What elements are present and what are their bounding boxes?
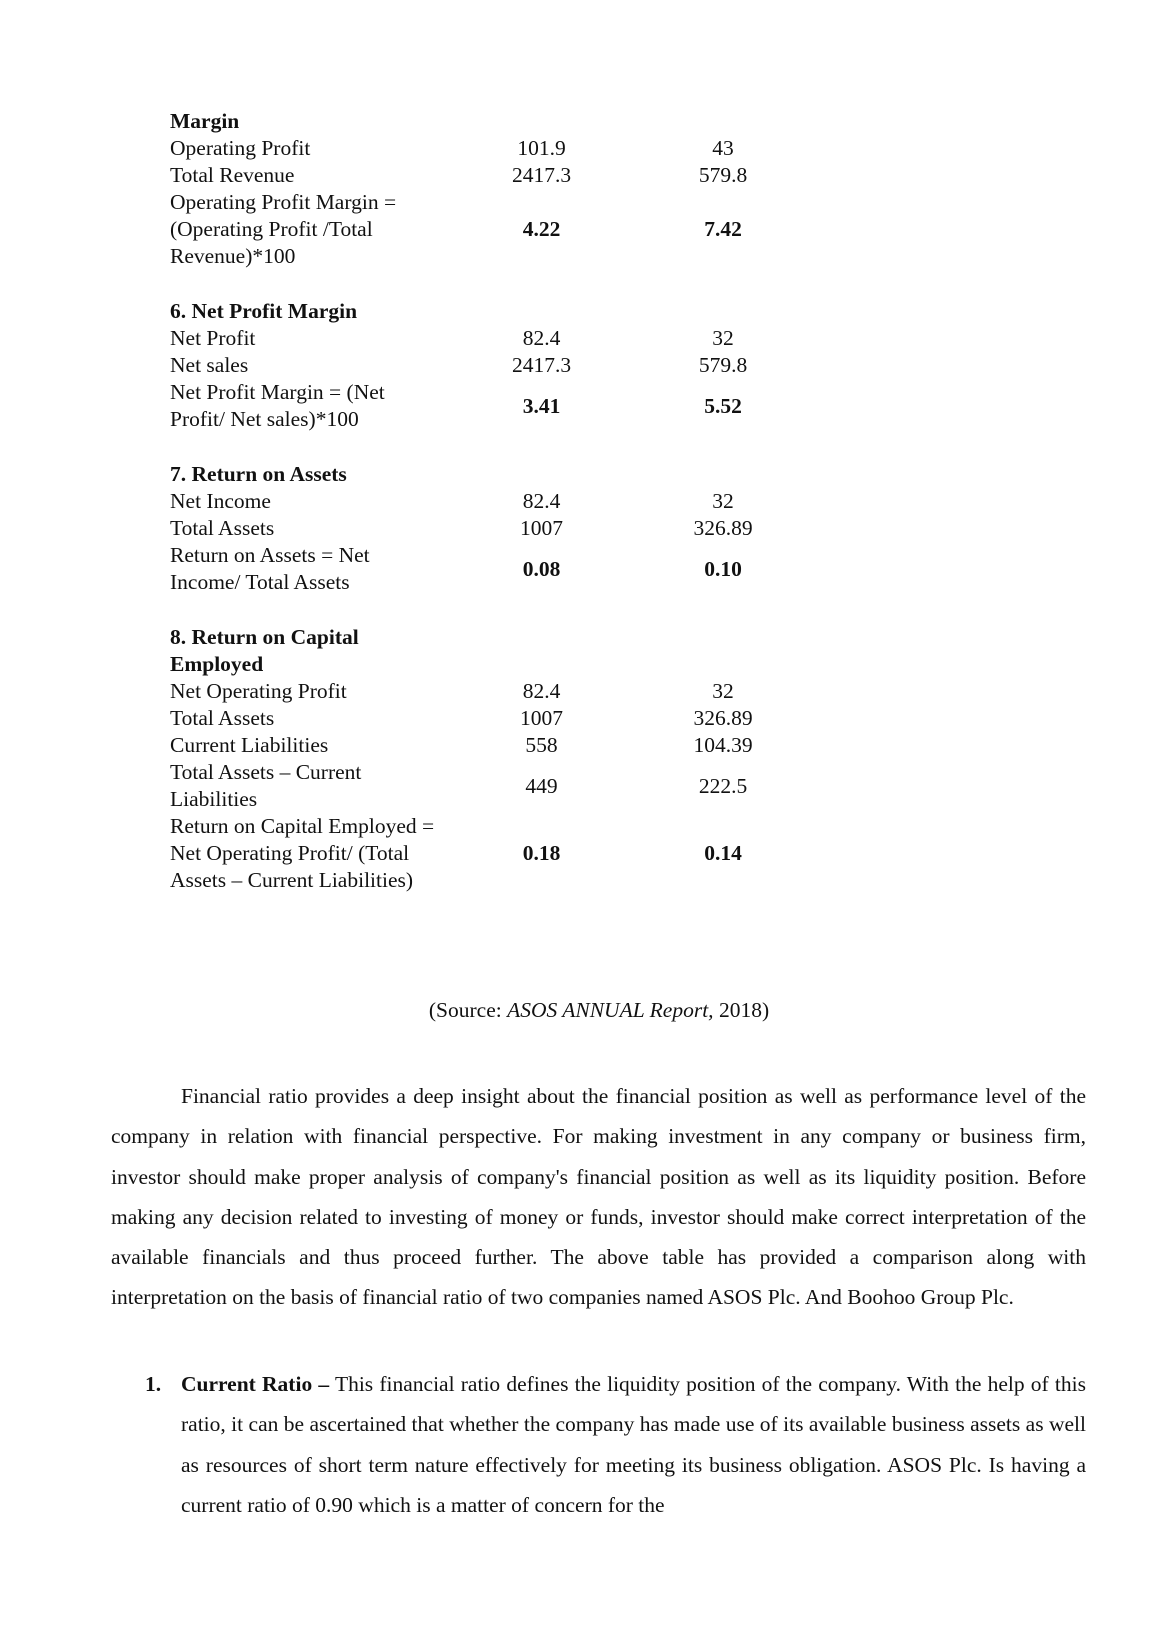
boohoo-value: 5.52 <box>704 393 742 418</box>
section-heading <box>170 624 810 678</box>
asos-value: 4.22 <box>522 217 561 241</box>
asos-value: 0.18 <box>522 841 561 865</box>
asos-value: 0.08 <box>522 556 561 581</box>
section-heading-label: 8. Return on Capital Employed <box>170 625 359 676</box>
source-suffix: 2018) <box>713 998 770 1022</box>
ratio-list <box>111 1364 1086 1525</box>
asos-value: 82.4 <box>522 326 561 350</box>
boohoo-value: 579.8 <box>698 353 748 377</box>
boohoo-value: 32 <box>712 326 734 350</box>
asos-value: 1007 <box>520 516 563 540</box>
boohoo-value: 7.42 <box>704 217 742 241</box>
source-prefix: (Source: <box>428 998 508 1022</box>
asos-value: 3.41 <box>522 393 561 418</box>
section-heading <box>170 298 810 325</box>
row-label: Current Liabilities <box>170 733 329 757</box>
analysis-paragraph: Financial ratio provides a deep insight about the financial position as well as performance level of the company in relation with financial perspective. For making investment in any company or business firm, investor should make proper analysis of company's financial position as well as its liquidity position. Before making any decision related to investing of money or funds, investor should make correct interpretation of the available financials and thus proceed further. The above table has provided a comparison along with interpretation on the basis of financial ratio of two companies named ASOS Plc. And Boohoo Group Plc. <box>111 1084 1086 1310</box>
list-description: This financial ratio defines the liquidity position of the company. With the help of this ratio, it can be ascertained that whether the company has made use of its available business assets as well as resources of short term nature effectively for meeting its business obligation. ASOS Plc. Is having a current ratio of 0.90 which is a matter of concern for the <box>181 1372 1086 1517</box>
boohoo-value: 326.89 <box>693 706 753 730</box>
row-label: Total Assets <box>170 706 275 730</box>
table-row <box>170 542 810 596</box>
table-row <box>170 813 810 894</box>
asos-value: 2417.3 <box>511 163 572 187</box>
table-row <box>170 379 810 433</box>
boohoo-value: 222.5 <box>698 773 748 798</box>
list-number: 1. <box>145 1372 162 1396</box>
row-label: Total Assets – Current Liabilities <box>170 760 362 811</box>
row-label: Net sales <box>170 353 249 377</box>
table-row <box>170 488 810 515</box>
table-row <box>170 189 810 270</box>
row-label: Return on Assets = Net Income/ Total Assets <box>170 543 370 594</box>
list-text <box>181 1364 1086 1525</box>
asos-value: 82.4 <box>522 679 561 703</box>
boohoo-value: 32 <box>712 679 734 703</box>
section-heading-label: 6. Net Profit Margin <box>170 299 358 323</box>
boohoo-value: 579.8 <box>698 163 748 187</box>
list-term: Current Ratio – <box>181 1372 330 1396</box>
table-row <box>170 515 810 542</box>
table-row <box>170 135 810 162</box>
section-gap <box>170 596 810 624</box>
table-row <box>170 678 810 705</box>
table-row <box>170 162 810 189</box>
ratio-table <box>170 108 810 894</box>
asos-value: 2417.3 <box>511 353 572 377</box>
row-label: Net Profit Margin = (Net Profit/ Net sales)*100 <box>170 380 385 431</box>
section-heading-label: 7. Return on Assets <box>170 462 347 486</box>
asos-value: 449 <box>525 773 558 798</box>
row-label: Operating Profit <box>170 136 311 160</box>
source-title: ASOS ANNUAL Report, <box>507 998 714 1022</box>
table-row <box>170 732 810 759</box>
section-heading-label: Margin <box>170 109 240 133</box>
row-label: Total Revenue <box>170 163 295 187</box>
source-citation <box>0 998 1158 1023</box>
row-label: Net Profit <box>170 326 256 350</box>
boohoo-value: 0.10 <box>704 556 742 581</box>
row-label: Total Assets <box>170 516 275 540</box>
boohoo-value: 32 <box>712 489 734 513</box>
table-row <box>170 325 810 352</box>
table-row <box>170 759 810 813</box>
section-gap <box>170 433 810 461</box>
section-heading <box>170 108 810 135</box>
asos-value: 82.4 <box>522 489 561 513</box>
asos-value: 1007 <box>520 706 563 730</box>
asos-value: 101.9 <box>517 136 566 160</box>
row-label: Net Operating Profit <box>170 679 347 703</box>
row-label: Return on Capital Employed = Net Operating Profit/ (Total Assets – Current Liabilities) <box>170 814 435 892</box>
table-row <box>170 352 810 379</box>
section-heading <box>170 461 810 488</box>
section-gap <box>170 270 810 298</box>
boohoo-value: 104.39 <box>693 733 753 757</box>
boohoo-value: 326.89 <box>693 516 753 540</box>
row-label: Net Income <box>170 489 271 513</box>
row-label: Operating Profit Margin = (Operating Profit /Total Revenue)*100 <box>170 190 397 268</box>
boohoo-value: 43 <box>712 136 734 160</box>
table-row <box>170 705 810 732</box>
boohoo-value: 0.14 <box>704 841 742 865</box>
list-item <box>111 1364 1086 1525</box>
asos-value: 558 <box>525 733 558 757</box>
